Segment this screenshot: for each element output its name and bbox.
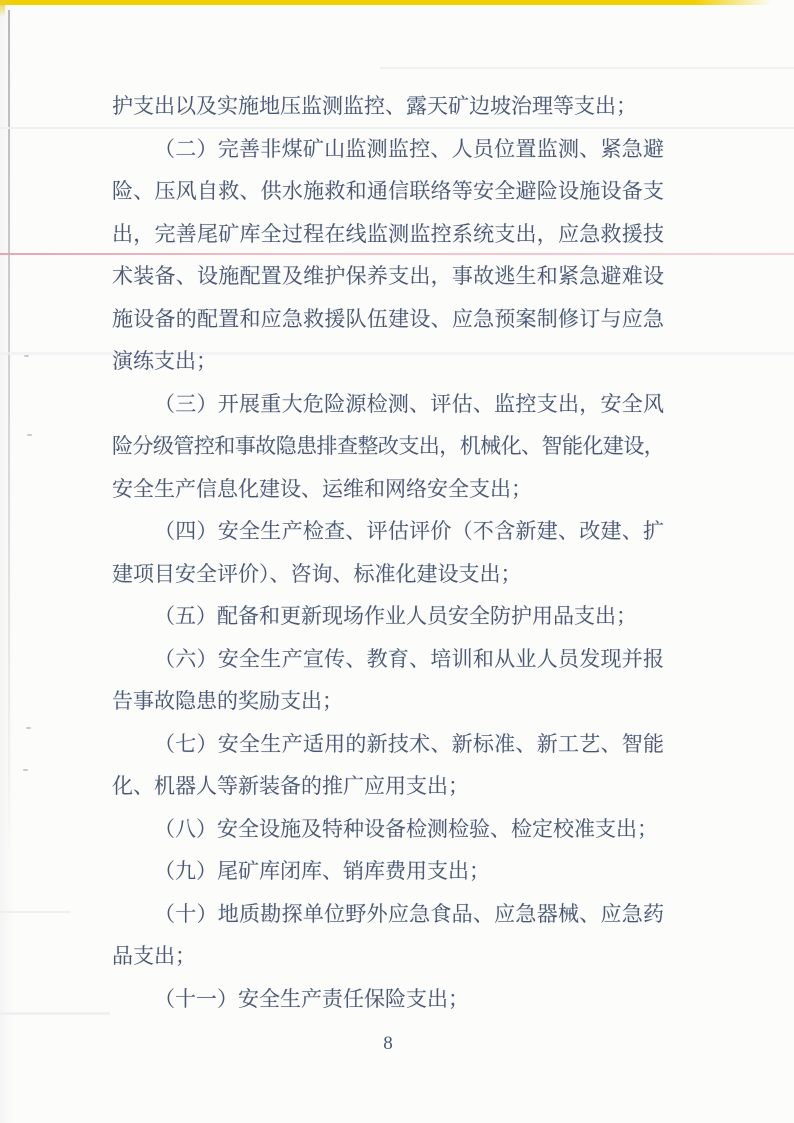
text-line: 出，完善尾矿库全过程在线监测监控系统支出，应急救援技 (112, 221, 664, 246)
scan-artifact-speck (24, 355, 29, 357)
scan-artifact-streak (0, 911, 70, 913)
text-line: 演练支出； (112, 349, 217, 373)
text-line: 品支出； (112, 944, 196, 968)
scan-artifact-speck (26, 727, 31, 729)
text-line: 安全生产信息化建设、运维和网络安全支出； (112, 476, 532, 501)
text-line: 化、机器人等新装备的推广应用支出； (112, 774, 469, 798)
text-line: （二）完善非煤矿山监测监控、人员位置监测、紧急避 (154, 136, 664, 161)
document-body (112, 85, 664, 1020)
text-line: 险、压风自救、供水施救和通信联络等安全避险设施设备支 (112, 179, 664, 203)
text-line: （四）安全生产检查、评估评价（不含新建、改建、扩 (154, 519, 664, 543)
scan-artifact-speck (27, 434, 32, 436)
scan-artifact-streak (380, 67, 794, 69)
text-line: （三）开展重大危险源检测、评估、监控支出，安全风 (154, 391, 664, 416)
text-line: 施设备的配置和应急救援队伍建设、应急预案制修订与应急 (112, 306, 664, 331)
text-line: （十一）安全生产责任保险支出； (154, 986, 469, 1011)
text-line: 建项目安全评价）、咨询、标准化建设支出； (112, 561, 522, 586)
text-line: 术装备、设施配置及维护保养支出，事故逃生和紧急避难设 (112, 264, 664, 288)
scan-artifact-streak (0, 1012, 110, 1015)
scan-artifact-speck (23, 769, 28, 771)
scan-artifact-left-gray-line (8, 10, 10, 850)
text-line: 险分级管控和事故隐患排查整改支出，机械化、智能化建设， (112, 434, 664, 458)
text-line: 护支出以及实施地压监测监控、露天矿边坡治理等支出； (112, 94, 637, 118)
text-line: （五）配备和更新现场作业人员安全防护用品支出； (154, 604, 637, 628)
text-line: （八）安全设施及特种设备检测检验、检定校准支出； (154, 816, 658, 841)
text-line: （十）地质勘探单位野外应急食品、应急器械、应急药 (154, 901, 664, 926)
text-line: 告事故隐患的奖励支出； (112, 689, 343, 713)
page-number: 8 (383, 1033, 393, 1054)
text-line: （九）尾矿库闭库、销库费用支出； (154, 859, 490, 883)
text-line: （六）安全生产宣传、教育、培训和从业人员发现并报 (154, 646, 664, 671)
scan-artifact-left-shadow (0, 0, 14, 1123)
scan-artifact-yellow-top-edge (0, 0, 772, 5)
text-line: （七）安全生产适用的新技术、新标准、新工艺、智能 (154, 731, 664, 756)
